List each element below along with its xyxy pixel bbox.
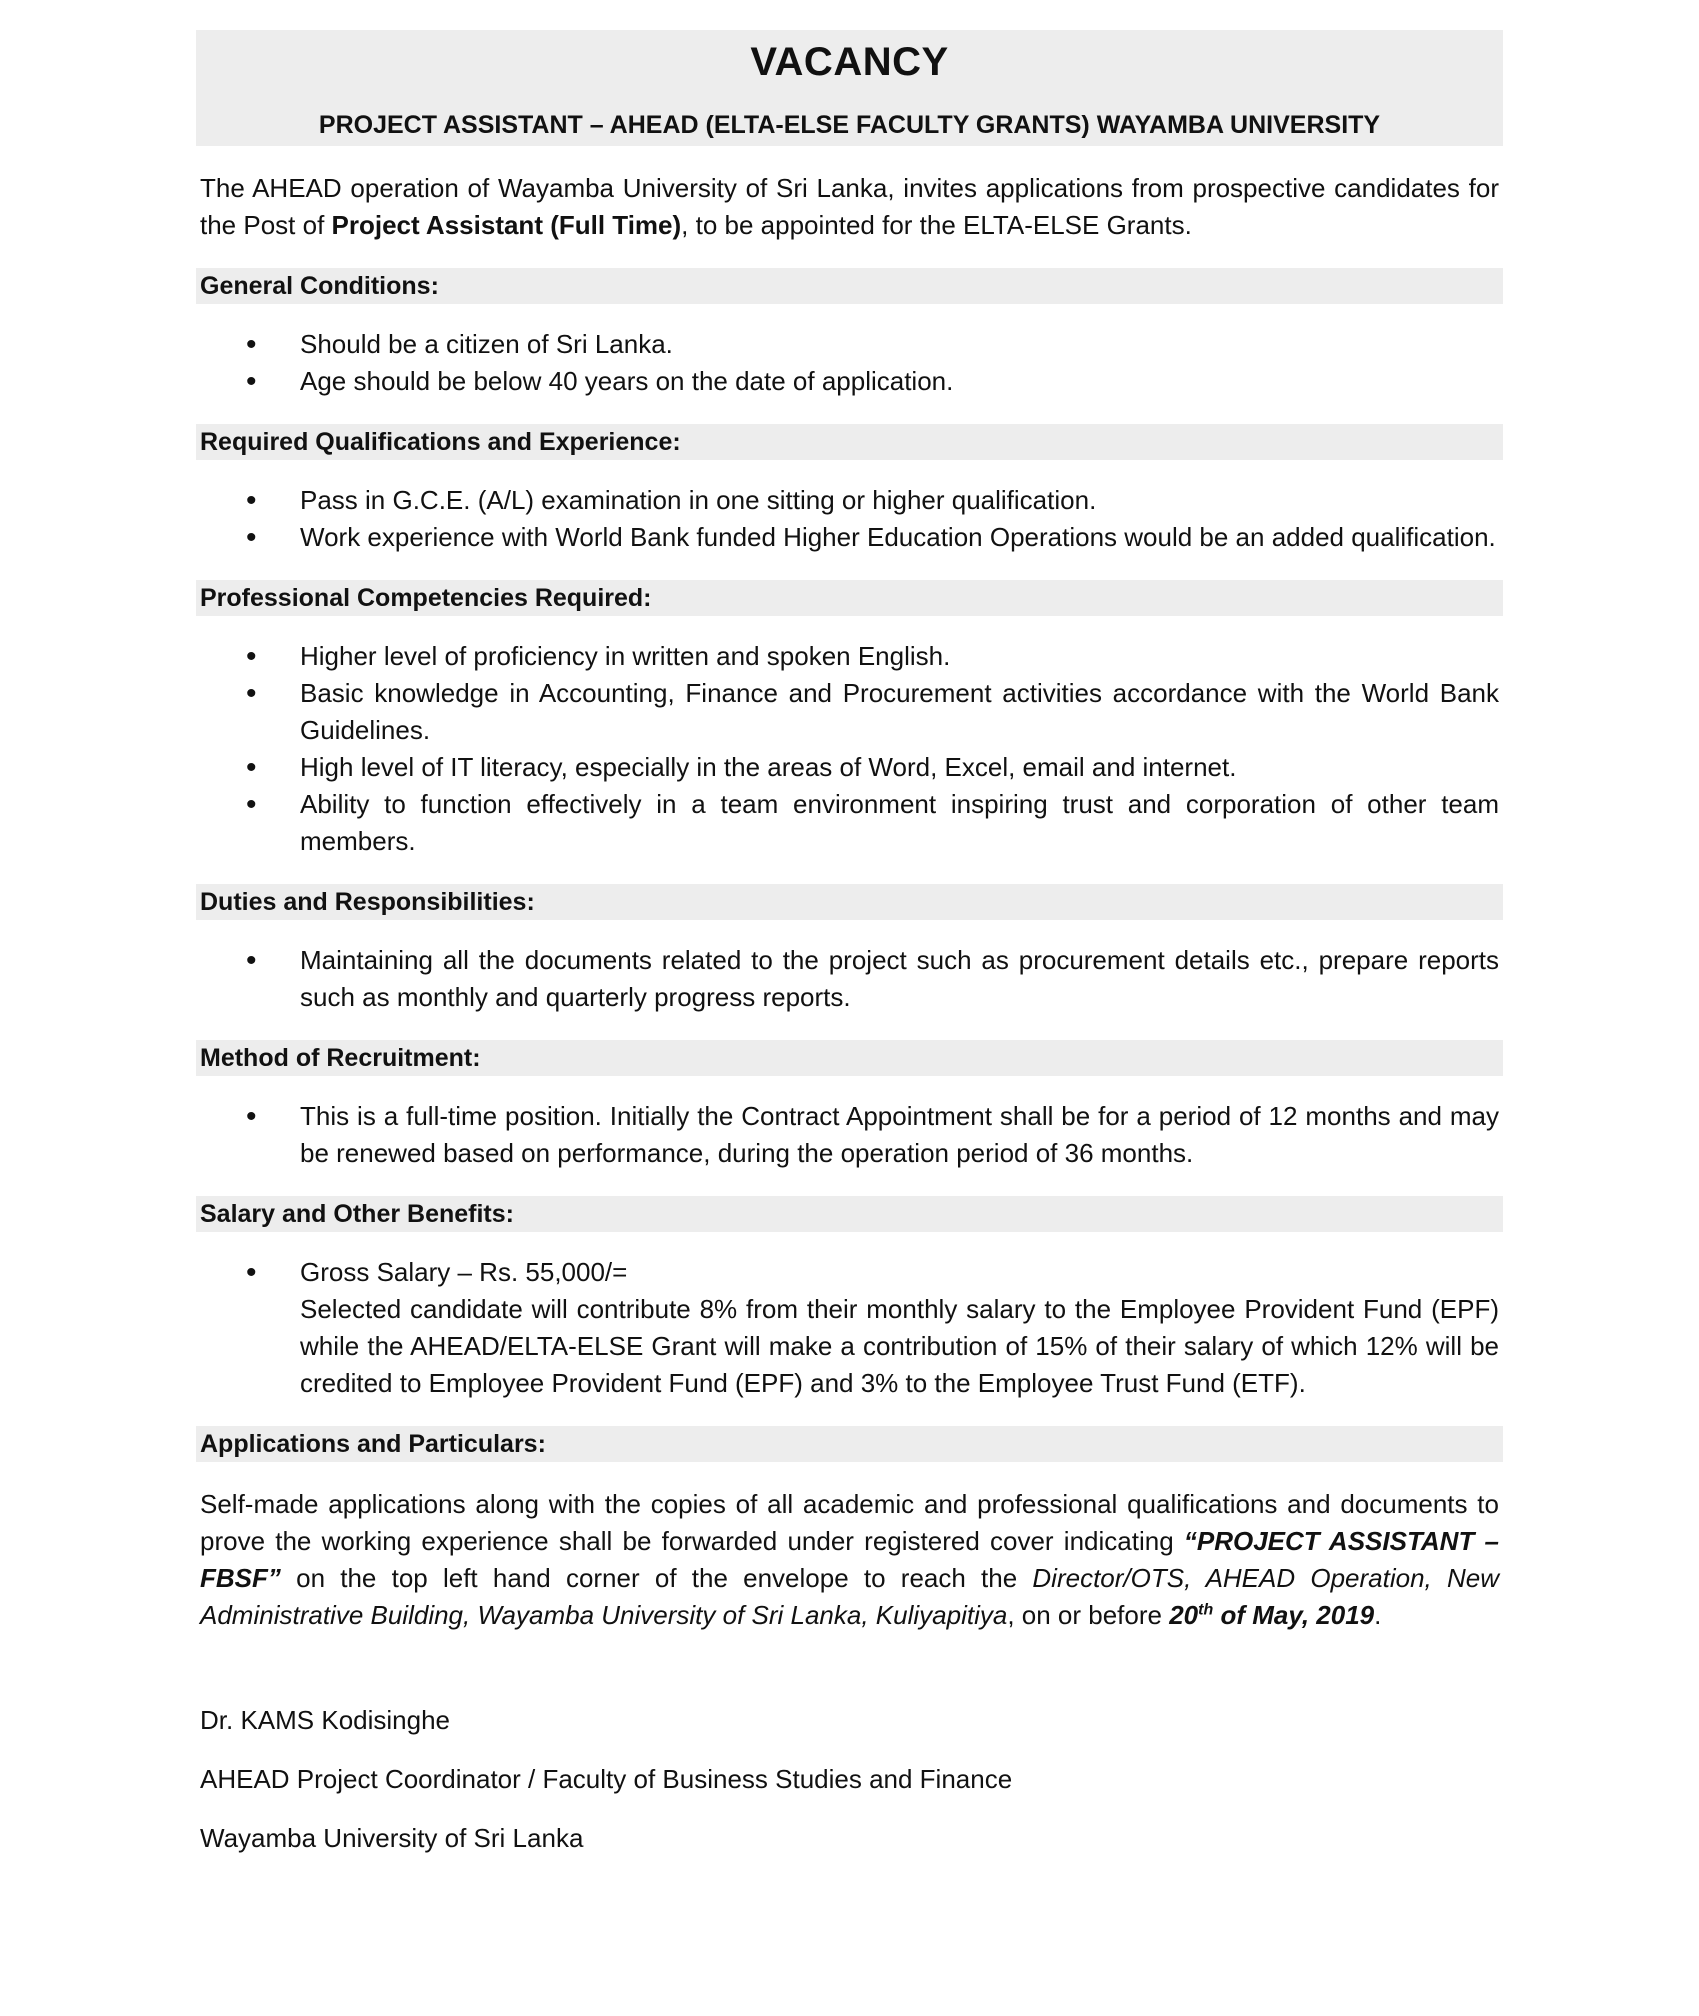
list-item: • Should be a citizen of Sri Lanka. <box>196 326 1499 363</box>
list-item <box>196 1254 1499 1402</box>
list-item: • Work experience with World Bank funded Higher Education Operations would be an added qualification. <box>196 519 1499 556</box>
list-qualifications <box>196 482 1499 556</box>
list-item: • Higher level of proficiency in written and spoken English. <box>196 638 1499 675</box>
page-title: VACANCY <box>750 40 949 84</box>
section-heading-qualifications: Required Qualifications and Experience: <box>196 424 1503 460</box>
list-duties <box>196 942 1499 1016</box>
section-heading-recruitment: Method of Recruitment: <box>196 1040 1503 1076</box>
list-competencies <box>196 638 1499 860</box>
list-item: • Age should be below 40 years on the date of application. <box>196 363 1499 400</box>
section-heading-salary: Salary and Other Benefits: <box>196 1196 1503 1232</box>
signatory-title: AHEAD Project Coordinator / Faculty of Business Studies and Finance <box>200 1764 1013 1794</box>
list-item: • Pass in G.C.E. (A/L) examination in one sitting or higher qualification. <box>196 482 1499 519</box>
vacancy-document <box>196 30 1503 1857</box>
signatory-organization: Wayamba University of Sri Lanka <box>200 1823 584 1853</box>
page-subtitle: PROJECT ASSISTANT – AHEAD (ELTA-ELSE FACULTY GRANTS) WAYAMBA UNIVERSITY <box>318 111 1381 139</box>
section-heading-competencies: Professional Competencies Required: <box>196 580 1503 616</box>
post-name: Project Assistant (Full Time) <box>331 210 682 240</box>
section-heading-general: General Conditions: <box>196 268 1503 304</box>
gross-salary: • Gross Salary – Rs. 55,000/= <box>300 1257 628 1287</box>
salary-details: Selected candidate will contribute 8% from their monthly salary to the Employee Provident Fund (EPF) while the AHEAD/ELTA-ELSE Grant will make a contribution of 15% of their salary of which 12% will be credited to Employee Provident Fund (EPF) and 3% to the Employee Trust Fund (ETF). <box>300 1294 1499 1398</box>
header-block <box>196 30 1503 146</box>
list-item: • Maintaining all the documents related to the project such as procurement details etc., prepare reports such as monthly and quarterly progress reports. <box>196 942 1499 1016</box>
list-item: • Basic knowledge in Accounting, Finance and Procurement activities accordance with the World Bank Guidelines. <box>196 675 1499 749</box>
list-recruitment <box>196 1098 1499 1172</box>
list-item: • High level of IT literacy, especially in the areas of Word, Excel, email and internet. <box>196 749 1499 786</box>
list-item: • This is a full-time position. Initially the Contract Appointment shall be for a period of 12 months and may be renewed based on performance, during the operation period of 36 months. <box>196 1098 1499 1172</box>
applications-paragraph: Self-made applications along with the copies of all academic and professional qualifications and documents to prove the working experience shall be forwarded under registered cover indicating “PROJECT ASSISTANT – FBSF” on the top left hand corner of the envelope to reach the Director/OTS, AHEAD Operation, New Administrative Building, Wayamba University of Sri Lanka, Kuliyapitiya, on or before 20th of May, 2019. <box>200 1489 1500 1630</box>
section-heading-duties: Duties and Responsibilities: <box>196 884 1503 920</box>
closing-date: 20th of May, 2019 <box>1169 1600 1375 1630</box>
envelope-label: “PROJECT ASSISTANT – FBSF” <box>200 1526 1500 1593</box>
list-item: • Ability to function effectively in a team environment inspiring trust and corporation of other team members. <box>196 786 1499 860</box>
section-heading-applications: Applications and Particulars: <box>196 1426 1503 1462</box>
intro-paragraph: The AHEAD operation of Wayamba University of Sri Lanka, invites applications from prospective candidates for the Post of Project Assistant (Full Time), to be appointed for the ELTA-ELSE Grants. <box>200 173 1499 240</box>
signature-block <box>196 1702 1503 1857</box>
mailing-address: Director/OTS, AHEAD Operation, New Administrative Building, Wayamba University of Sri Lanka, Kuliyapitiya <box>200 1563 1500 1630</box>
signatory-name: Dr. KAMS Kodisinghe <box>200 1705 451 1735</box>
list-salary <box>196 1254 1499 1402</box>
list-general <box>196 326 1499 400</box>
